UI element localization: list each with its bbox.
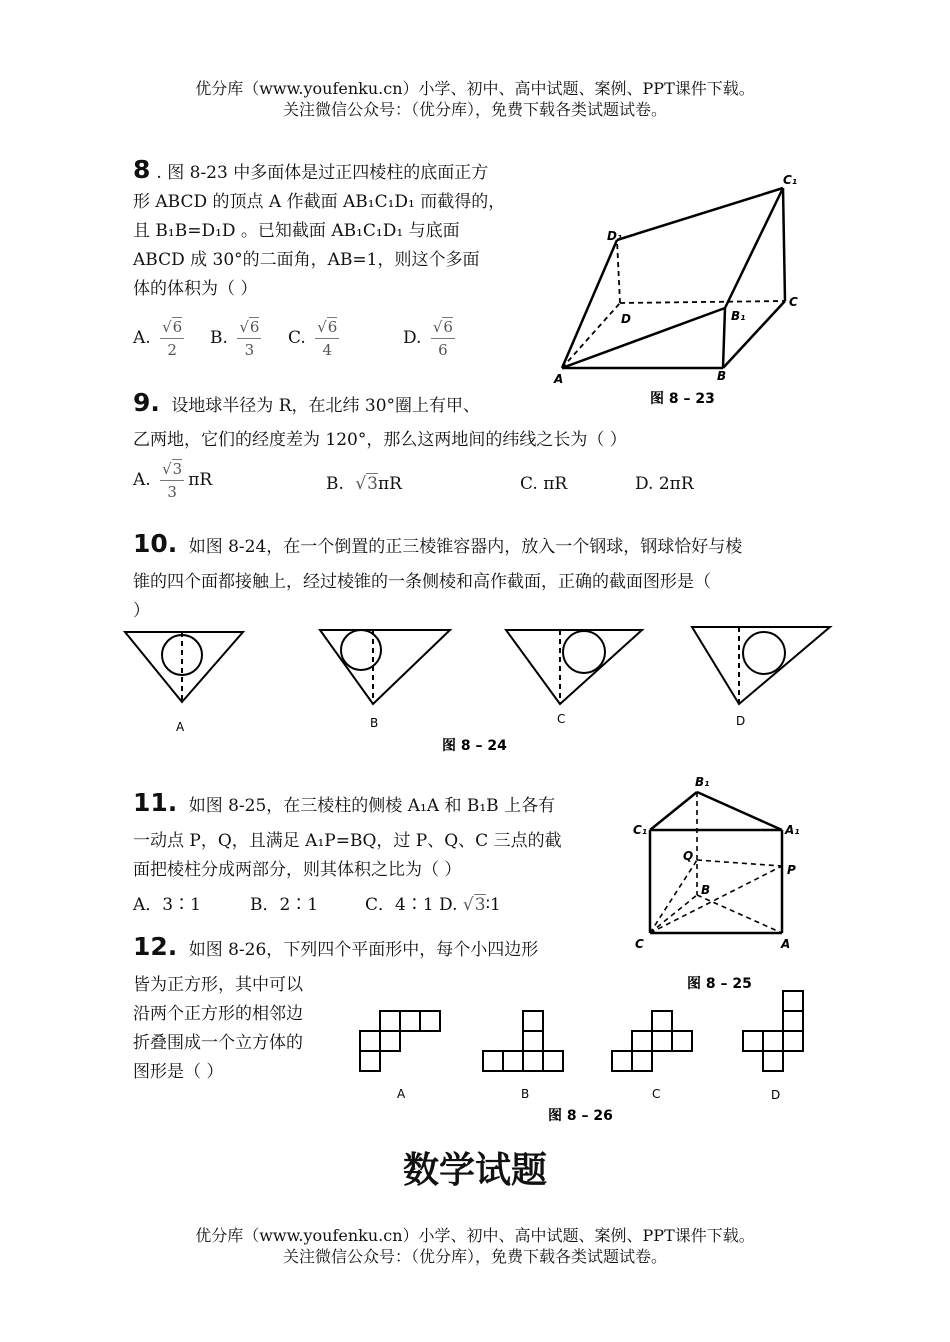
q9-option-b-tail: πR <box>377 474 402 494</box>
question-8-number: 8 <box>133 155 151 184</box>
q8-line-3: 且 B₁B=D₁D 。已知截面 AB₁C₁D₁ 与底面 <box>133 221 460 241</box>
q8-option-a-fraction: $\frac{√6}{2}$ <box>162 318 183 359</box>
fig824-label-a: A <box>176 720 185 734</box>
q12-line-5: 图形是（ ） <box>133 1062 224 1082</box>
question-10 <box>133 529 823 626</box>
q9-option-b-label: B. <box>326 474 344 494</box>
fig823-label-c1: C₁ <box>783 173 798 187</box>
footer-line-1: 优分库（www.youfenku.cn）小学、初中、高中试题、案例、PPT课件下载。 <box>195 1226 755 1245</box>
q9-option-d[interactable]: D. 2πR <box>635 474 694 494</box>
q10-line-3: ） <box>133 601 150 621</box>
q8-option-c-fraction: $\frac{√6}{4}$ <box>317 318 338 359</box>
header-line-2: 关注微信公众号：（优分库），免费下载各类试题试卷。 <box>282 100 667 119</box>
q8-option-b[interactable] <box>210 318 265 359</box>
fig826-label-c: C <box>652 1087 661 1101</box>
fig826-net-b <box>483 1011 563 1071</box>
q11-line-3: 面把棱柱分成两部分，则其体积之比为（ ） <box>133 860 462 880</box>
footer-line-2: 关注微信公众号：（优分库），免费下载各类试题试卷。 <box>282 1247 667 1266</box>
figure-8-25 <box>625 770 825 1000</box>
q8-option-d-fraction: $\frac{√6}{6}$ <box>432 318 453 359</box>
q9-option-a-tail: πR <box>188 470 213 490</box>
q11-option-c-label: C．4∶1 D. <box>365 895 458 915</box>
fig824-caption: 图 8 – 24 <box>442 738 507 754</box>
page-title: 数学试题 <box>402 1150 547 1191</box>
fig824-triangle-d <box>692 627 830 704</box>
q11-option-d-tail: ∶1 <box>485 895 501 915</box>
fig824-label-b: B <box>370 716 379 730</box>
q8-option-a-label: A. <box>133 328 151 348</box>
fig823-label-a: A <box>554 372 564 386</box>
q9-option-c[interactable]: C. πR <box>520 474 568 494</box>
figure-8-23 <box>545 168 815 413</box>
fig823-caption: 图 8 – 23 <box>650 391 715 407</box>
fig824-label-d: D <box>736 714 746 728</box>
q8-option-d-label: D. <box>403 328 422 348</box>
q9-option-a[interactable] <box>133 460 212 501</box>
q12-line-1: 如图 8-26，下列四个平面形中，每个小四边形 <box>188 940 539 960</box>
q9-line-2: 乙两地，它们的经度差为 120°，那么这两地间的纬线之长为（ ） <box>133 430 627 450</box>
question-10-number: 10. <box>133 529 178 558</box>
fig825-label-p: P <box>787 863 796 877</box>
question-12 <box>133 932 623 965</box>
q12-line-3: 沿两个正方形的相邻边 <box>133 1004 303 1024</box>
q9-option-a-label: A. <box>133 470 151 490</box>
question-12-body <box>133 971 343 1087</box>
fig826-label-d: D <box>771 1088 781 1102</box>
question-9-number: 9. <box>133 388 160 417</box>
fig825-label-a: A <box>781 937 791 951</box>
fig824-sphere-b <box>341 630 381 670</box>
fig824-triangle-c <box>506 630 642 704</box>
q11-option-c[interactable]: C．4∶1 D. √3∶1 <box>365 895 501 915</box>
fig825-label-c1: C₁ <box>633 823 648 837</box>
q10-line-1: 如图 8-24，在一个倒置的正三棱锥容器内，放入一个钢球，钢球恰好与棱 <box>188 537 743 557</box>
q8-option-c[interactable] <box>288 318 343 359</box>
question-11 <box>133 788 623 885</box>
q11-option-b[interactable]: B．2∶1 <box>250 895 319 915</box>
question-9 <box>133 388 633 421</box>
q12-line-2: 皆为正方形，其中可以 <box>133 975 303 995</box>
question-12-number: 12. <box>133 932 178 961</box>
q8-option-c-label: C. <box>288 328 306 348</box>
fig826-net-c <box>612 1011 692 1071</box>
figure-8-26 <box>350 985 810 1130</box>
fig825-label-b: B <box>701 883 711 897</box>
fig826-net-a <box>360 1011 440 1071</box>
fig826-net-d <box>743 991 803 1071</box>
fig824-sphere-d <box>743 632 785 674</box>
q8-line-1: 图 8-23 中多面体是过正四棱柱的底面正方 <box>167 163 489 183</box>
fig823-label-b1: B₁ <box>731 309 746 323</box>
question-8 <box>133 155 533 304</box>
q8-option-d[interactable] <box>403 318 459 359</box>
q8-line-5: 体的体积为（ ） <box>133 279 258 299</box>
q12-line-4: 折叠围成一个立方体的 <box>133 1033 303 1053</box>
figure-8-24 <box>120 622 835 757</box>
q10-line-2: 锥的四个面都接触上，经过棱锥的一条侧棱和高作截面，正确的截面图形是（ <box>133 572 711 592</box>
q8-line-4: ABCD 成 30°的二面角，AB=1，则这个多面 <box>133 250 480 270</box>
q8-line-2: 形 ABCD 的顶点 A 作截面 AB₁C₁D₁ 而截得的， <box>133 192 506 212</box>
fig826-label-b: B <box>521 1087 530 1101</box>
fig823-label-c: C <box>789 295 798 309</box>
fig825-label-a1: A₁ <box>785 823 800 837</box>
question-11-number: 11. <box>133 788 178 817</box>
header-line-1: 优分库（www.youfenku.cn）小学、初中、高中试题、案例、PPT课件下载。 <box>195 79 755 98</box>
q11-option-a[interactable]: A．3∶1 <box>133 895 201 915</box>
q8-option-a[interactable] <box>133 318 188 359</box>
fig826-label-a: A <box>397 1087 406 1101</box>
fig825-label-b1: B₁ <box>695 775 710 789</box>
fig825-label-c: C <box>635 937 644 951</box>
q11-line-2: 一动点 P，Q，且满足 A₁P=BQ，过 P、Q、C 三点的截 <box>133 831 562 851</box>
fig823-label-d: D <box>621 312 631 326</box>
q9-line-1: 设地球半径为 R，在北纬 30°圈上有甲、 <box>171 396 481 416</box>
q8-option-b-label: B. <box>210 328 228 348</box>
question-8-sep: . <box>156 163 162 183</box>
fig826-caption: 图 8 – 26 <box>548 1108 613 1124</box>
fig825-caption: 图 8 – 25 <box>687 976 752 992</box>
fig823-label-b: B <box>717 369 727 383</box>
fig824-triangle-a <box>125 632 243 702</box>
q8-option-b-fraction: $\frac{√6}{3}$ <box>239 318 260 359</box>
q11-line-1: 如图 8-25，在三棱柱的侧棱 A₁A 和 B₁B 上各有 <box>188 796 556 816</box>
q11-option-d-radicand: 3 <box>474 895 486 915</box>
fig824-label-c: C <box>557 712 566 726</box>
q9-option-a-fraction: $\frac{√3}{3}$ <box>162 460 183 501</box>
fig825-label-q: Q <box>683 849 694 863</box>
q9-option-b[interactable]: B. √3πR <box>326 474 402 494</box>
fig823-label-d1: D₁ <box>607 229 623 243</box>
fig824-sphere-c <box>563 631 605 673</box>
fig824-triangle-b <box>320 630 450 704</box>
